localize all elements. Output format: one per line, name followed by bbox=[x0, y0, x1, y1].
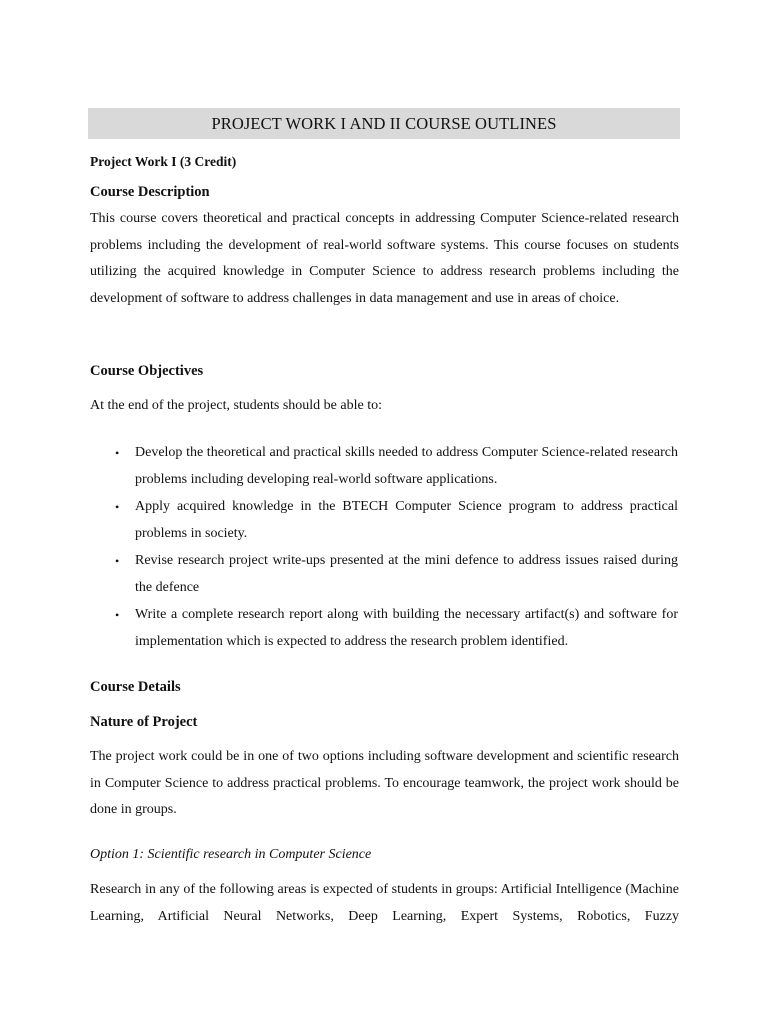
course-objectives-intro: At the end of the project, students should be able to: bbox=[90, 398, 382, 413]
list-item-text: Develop the theoretical and practical skills needed to address Computer Science-related research problems including developing real-world software applications. bbox=[135, 445, 678, 487]
nature-of-project-text: The project work could be in one of two options including software development and scientific research in Computer Science to address practical problems. To encourage teamwork, the project work should be done in groups. bbox=[90, 749, 679, 818]
course-details-heading: Course Details bbox=[90, 679, 181, 695]
list-item bbox=[115, 602, 678, 655]
document-title: PROJECT WORK I AND II COURSE OUTLINES bbox=[211, 113, 557, 133]
list-item-text: Revise research project write-ups presented at the mini defence to address issues raised during the defence bbox=[135, 553, 678, 595]
bullet-icon: • bbox=[115, 446, 120, 460]
bullet-icon: • bbox=[115, 608, 120, 622]
course-description-text: This course covers theoretical and practical concepts in addressing Computer Science-related research problems including the development of real-world software systems. This course focuses on students utilizing the acquired knowledge in Computer Science to address research problems including the development of software to address challenges in data management and use in areas of choice. bbox=[90, 211, 679, 307]
nature-of-project-heading: Nature of Project bbox=[90, 714, 198, 730]
list-item-text: Apply acquired knowledge in the BTECH Computer Science program to address practical problems in society. bbox=[135, 499, 678, 541]
project-heading: Project Work I (3 Credit) bbox=[90, 154, 237, 169]
list-item bbox=[115, 494, 678, 547]
bullet-icon: • bbox=[115, 554, 120, 568]
title-banner bbox=[88, 108, 680, 139]
list-item bbox=[115, 440, 678, 493]
bullet-icon: • bbox=[115, 500, 120, 514]
option1-heading: Option 1: Scientific research in Computer Science bbox=[90, 847, 372, 862]
option1-text: Research in any of the following areas is expected of students in groups: Artificial Intelligence (Machine Learning, Artificial Neural Networks, Deep Learning, Expert Systems, Robotics, Fuzzy bbox=[90, 882, 679, 924]
list-item-text: Write a complete research report along with building the necessary artifact(s) and software for implementation which is expected to address the research problem identified. bbox=[135, 607, 678, 649]
course-objectives-heading: Course Objectives bbox=[90, 363, 204, 379]
list-item bbox=[115, 548, 678, 601]
course-description-heading: Course Description bbox=[90, 184, 210, 200]
